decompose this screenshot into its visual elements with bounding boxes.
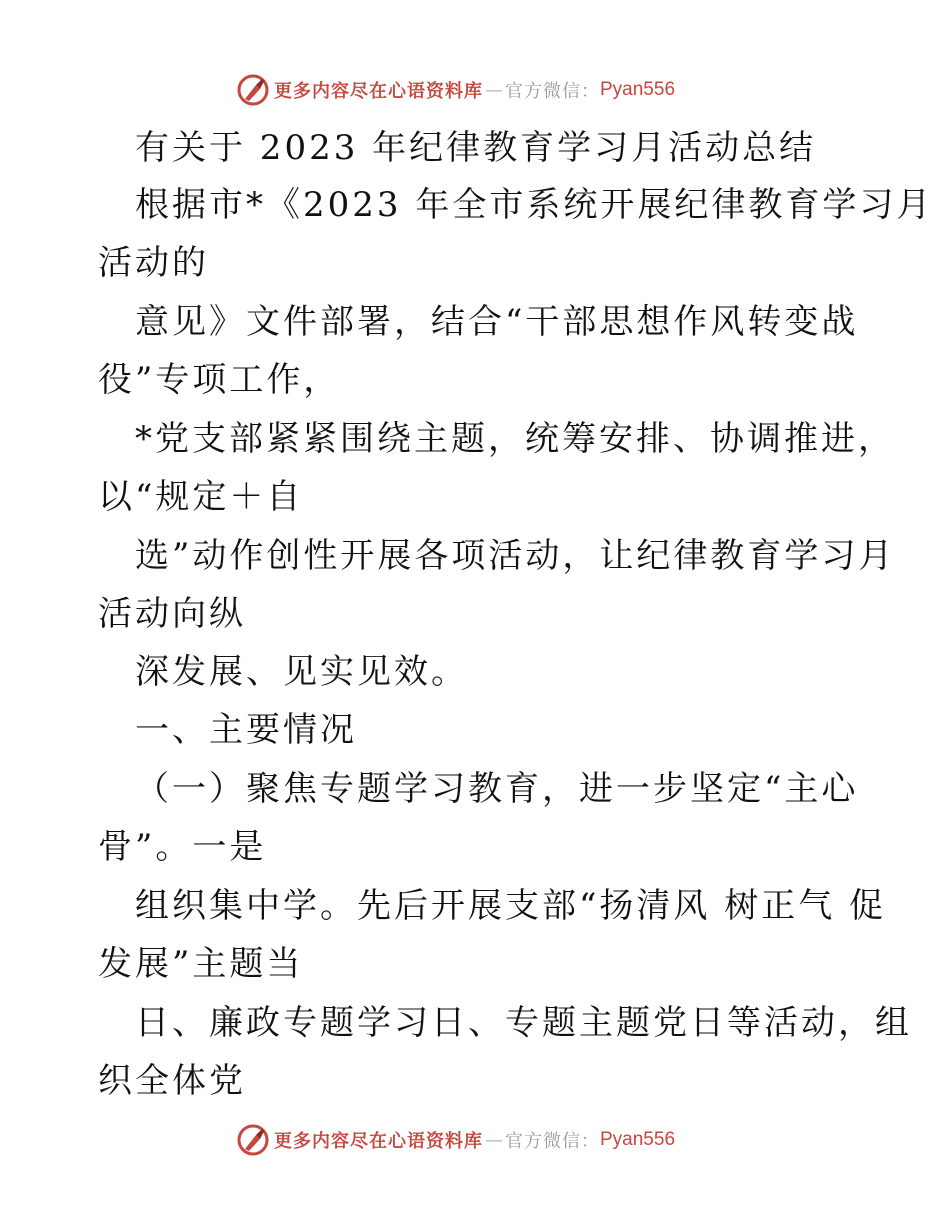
text-line: *党支部紧紧围绕主题，统筹安排、协调推进， [135, 419, 895, 459]
watermark-dash: — [485, 79, 503, 101]
watermark-wechat-label: 官方微信： [505, 81, 600, 102]
text-line: 日、廉政专题学习日、专题主题党日等活动，组 [135, 1003, 912, 1043]
section-heading: 一、主要情况 [135, 710, 357, 750]
pen-nib-logo-icon [236, 73, 270, 107]
text-line: 活动的 [98, 243, 209, 283]
text-line: 意见》文件部署，结合“干部思想作风转变战 [135, 302, 859, 342]
watermark-wechat-id: Pyan556 [600, 1129, 676, 1150]
text-line: 选”动作创性开展各项活动，让纪律教育学习月 [135, 536, 896, 576]
watermark-text: 更多内容尽在心语资料库 [274, 81, 483, 102]
text-line: 深发展、见实见效。 [135, 652, 468, 692]
text-line: 织全体党 [98, 1061, 246, 1101]
text-line: 活动向纵 [98, 594, 246, 634]
watermark-wechat-id: Pyan556 [600, 79, 676, 100]
text-line: 根据市*《2023 年全市系统开展纪律教育学习月 [135, 185, 934, 225]
watermark-header [236, 70, 675, 110]
text-line: 组织集中学。先后开展支部“扬清风 树正气 促 [135, 886, 886, 926]
pen-nib-logo-icon [236, 1123, 270, 1157]
watermark-footer [236, 1120, 675, 1160]
text-line: 骨”。一是 [98, 827, 267, 867]
text-line: 发展”主题当 [98, 944, 304, 984]
watermark-wechat-label: 官方微信： [505, 1131, 600, 1152]
text-line: 役”专项工作， [98, 360, 341, 400]
watermark-dash: — [485, 1129, 503, 1151]
subsection-heading: （一）聚焦专题学习教育，进一步坚定“主心 [135, 769, 859, 809]
watermark-text: 更多内容尽在心语资料库 [274, 1131, 483, 1152]
text-line: 以“规定＋自 [98, 477, 304, 517]
document-title: 有关于 2023 年纪律教育学习月活动总结 [135, 128, 817, 168]
